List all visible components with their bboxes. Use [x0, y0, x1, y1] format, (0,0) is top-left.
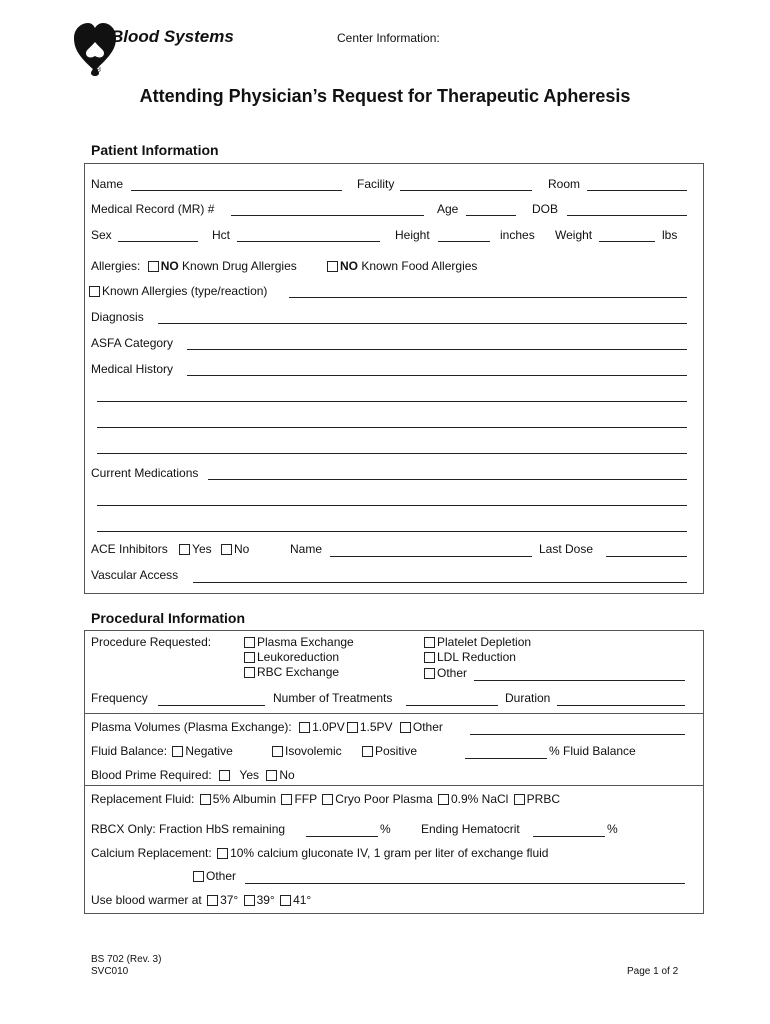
procedure-requested-label: Procedure Requested: — [91, 635, 212, 649]
vascular-label: Vascular Access — [91, 568, 179, 582]
frequency-label: Frequency — [91, 691, 148, 705]
diagnosis-label: Diagnosis — [91, 310, 144, 324]
inches-unit: inches — [500, 228, 535, 242]
current-meds-field-1[interactable] — [208, 479, 687, 480]
medical-history-field-1[interactable] — [187, 375, 687, 376]
weight-label: Weight — [555, 228, 593, 242]
no-drug-allergies-checkbox[interactable] — [148, 261, 159, 272]
name-field[interactable] — [131, 190, 342, 191]
lbs-unit: lbs — [662, 228, 678, 242]
num-treatments-field[interactable] — [406, 705, 498, 706]
duration-field[interactable] — [557, 705, 685, 706]
positive-checkbox[interactable] — [362, 746, 373, 757]
pv15-checkbox[interactable] — [347, 722, 358, 733]
opt-plasma-exchange — [244, 635, 354, 649]
registered-mark: ® — [96, 67, 102, 74]
page-title: Attending Physician’s Request for Therapeutic Apheresis — [139, 86, 631, 106]
vascular-field[interactable] — [193, 582, 687, 583]
blood-prime-yes-label: Yes — [239, 768, 259, 782]
opt-platelet-depletion — [424, 635, 531, 649]
height-label: Height — [395, 228, 430, 242]
page-number: Page 1 of 2 — [627, 966, 679, 977]
allergies-label: Allergies: — [91, 259, 141, 273]
asfa-label: ASFA Category — [91, 336, 174, 350]
medical-history-field-4[interactable] — [97, 453, 687, 454]
isovolemic-label: Isovolemic — [285, 744, 342, 758]
name-label: Name — [91, 177, 124, 191]
diagnosis-field[interactable] — [158, 323, 687, 324]
prbc-checkbox[interactable] — [514, 794, 525, 805]
negative-label: Negative — [185, 744, 233, 758]
pv-other-field[interactable] — [470, 734, 685, 735]
ace-yes-label: Yes — [192, 542, 212, 556]
temp-39-checkbox[interactable] — [244, 895, 255, 906]
room-field[interactable] — [587, 190, 687, 191]
hbs-field[interactable] — [306, 836, 378, 837]
form-number: BS 702 (Rev. 3) — [91, 954, 162, 965]
ffp-label: FFP — [294, 792, 317, 806]
ace-no-checkbox[interactable] — [221, 544, 232, 555]
weight-field[interactable] — [599, 241, 655, 242]
sex-label: Sex — [91, 228, 112, 242]
no-food-bold: NO — [340, 259, 358, 273]
ldl-reduction-checkbox[interactable] — [424, 652, 435, 663]
cryo-label: Cryo Poor Plasma — [335, 792, 433, 806]
medical-history-field-2[interactable] — [97, 401, 687, 402]
blood-warmer-row — [91, 893, 311, 907]
ace-label: ACE Inhibitors — [91, 542, 168, 556]
cryo-checkbox[interactable] — [322, 794, 333, 805]
negative-checkbox[interactable] — [172, 746, 183, 757]
ending-hct-field[interactable] — [533, 836, 605, 837]
leukoreduction-label: Leukoreduction — [257, 650, 340, 664]
fluid-balance-row — [91, 744, 233, 758]
ending-hct-pct: % — [607, 822, 618, 836]
no-drug-bold: NO — [160, 259, 179, 273]
plasma-volumes-label: Plasma Volumes (Plasma Exchange): — [91, 720, 292, 734]
albumin-checkbox[interactable] — [200, 794, 211, 805]
positive-opt — [362, 744, 417, 758]
pv1-label: 1.0PV — [312, 720, 345, 734]
patient-info-box — [84, 163, 704, 594]
room-label: Room — [548, 177, 581, 191]
procedural-section-title: Procedural Information — [91, 610, 246, 626]
calcium-other-field[interactable] — [245, 883, 685, 884]
ending-hct-label: Ending Hematocrit — [421, 822, 520, 836]
form-code: SVC010 — [91, 966, 129, 977]
albumin-label: 5% Albumin — [212, 792, 277, 806]
current-meds-field-3[interactable] — [97, 531, 687, 532]
calcium-gluconate-label: 10% calcium gluconate IV, 1 gram per liter of exchange fluid — [230, 846, 549, 860]
pv-other-checkbox[interactable] — [400, 722, 411, 733]
pct-fluid-balance-label: % Fluid Balance — [549, 744, 636, 758]
duration-label: Duration — [505, 691, 551, 705]
asfa-field[interactable] — [187, 349, 687, 350]
replacement-fluid-label: Replacement Fluid: — [91, 792, 195, 806]
blood-prime-yes-checkbox[interactable] — [219, 770, 230, 781]
medical-history-field-3[interactable] — [97, 427, 687, 428]
plasma-volumes-row — [91, 720, 443, 734]
mr-field[interactable] — [231, 215, 424, 216]
temp-37-label: 37° — [220, 893, 239, 907]
hct-field[interactable] — [237, 241, 380, 242]
platelet-depletion-label: Platelet Depletion — [437, 635, 532, 649]
known-allergies-row — [89, 284, 267, 298]
temp-37-checkbox[interactable] — [207, 895, 218, 906]
blood-warmer-label: Use blood warmer at — [91, 893, 202, 907]
plasma-exchange-checkbox[interactable] — [244, 637, 255, 648]
fluid-balance-label: Fluid Balance: — [91, 744, 168, 758]
calcium-gluconate-checkbox[interactable] — [217, 848, 228, 859]
last-dose-field[interactable] — [606, 556, 687, 557]
frequency-field[interactable] — [158, 705, 265, 706]
pv15-label: 1.5PV — [359, 720, 393, 734]
pv1-checkbox[interactable] — [299, 722, 310, 733]
dob-field[interactable] — [567, 215, 687, 216]
sex-field[interactable] — [118, 241, 198, 242]
replacement-fluid-row — [91, 792, 560, 806]
rbc-exchange-label: RBC Exchange — [257, 665, 340, 679]
calcium-other-opt — [193, 869, 236, 883]
other-procedure-label: Other — [437, 666, 468, 680]
platelet-depletion-checkbox[interactable] — [424, 637, 435, 648]
dob-label: DOB — [532, 202, 559, 216]
opt-ldl-reduction — [424, 650, 516, 664]
prbc-label: PRBC — [526, 792, 561, 806]
brand-name: Blood Systems — [111, 27, 234, 46]
temp-41-checkbox[interactable] — [280, 895, 291, 906]
rbcx-label: RBCX Only: Fraction HbS remaining — [91, 822, 286, 836]
ace-name-label: Name — [290, 542, 323, 556]
allergies-row — [91, 259, 297, 273]
divider-1 — [84, 713, 703, 714]
last-dose-label: Last Dose — [539, 542, 594, 556]
medical-history-label: Medical History — [91, 362, 174, 376]
ace-name-field[interactable] — [330, 556, 532, 557]
blood-prime-row — [91, 768, 295, 782]
no-drug-allergies-label: Known Drug Allergies — [178, 259, 297, 273]
age-label: Age — [437, 202, 459, 216]
facility-label: Facility — [357, 177, 395, 191]
hct-label: Hct — [212, 228, 230, 242]
opt-rbc-exchange — [244, 665, 339, 679]
no-food-allergies-checkbox[interactable] — [327, 261, 338, 272]
current-meds-label: Current Medications — [91, 466, 199, 480]
other-procedure-field[interactable] — [474, 680, 685, 681]
ace-no-label: No — [233, 542, 250, 556]
isovolemic-opt — [272, 744, 342, 758]
current-meds-field-2[interactable] — [97, 505, 687, 506]
ffp-checkbox[interactable] — [281, 794, 292, 805]
center-information-label: Center Information: — [337, 31, 440, 45]
blood-prime-label: Blood Prime Required: — [91, 768, 212, 782]
ace-yes-checkbox[interactable] — [179, 544, 190, 555]
hbs-pct: % — [380, 822, 391, 836]
food-allergies-row — [327, 259, 477, 273]
facility-field[interactable] — [400, 190, 532, 191]
calcium-label: Calcium Replacement: — [91, 846, 212, 860]
fluid-balance-field[interactable] — [465, 758, 547, 759]
nacl-label: 0.9% NaCl — [450, 792, 509, 806]
rbc-exchange-checkbox[interactable] — [244, 667, 255, 678]
patient-section-title: Patient Information — [91, 142, 219, 158]
blood-prime-no-checkbox[interactable] — [266, 770, 277, 781]
ace-row — [91, 542, 249, 556]
temp-39-label: 39° — [256, 893, 275, 907]
age-field[interactable] — [466, 215, 516, 216]
leukoreduction-checkbox[interactable] — [244, 652, 255, 663]
pv-other-label: Other — [412, 720, 443, 734]
positive-label: Positive — [375, 744, 418, 758]
nacl-checkbox[interactable] — [438, 794, 449, 805]
mr-label: Medical Record (MR) # — [91, 202, 215, 216]
known-allergies-label: Known Allergies (type/reaction) — [102, 284, 268, 298]
known-allergies-checkbox[interactable] — [89, 286, 100, 297]
ldl-reduction-label: LDL Reduction — [437, 650, 516, 664]
height-field[interactable] — [438, 241, 490, 242]
opt-leukoreduction — [244, 650, 339, 664]
no-food-allergies-label: Known Food Allergies — [358, 259, 478, 273]
opt-other-procedure — [424, 666, 467, 680]
calcium-other-checkbox[interactable] — [193, 871, 204, 882]
temp-41-label: 41° — [293, 893, 312, 907]
divider-2 — [84, 785, 703, 786]
num-treatments-label: Number of Treatments — [273, 691, 393, 705]
other-procedure-checkbox[interactable] — [424, 668, 435, 679]
isovolemic-checkbox[interactable] — [272, 746, 283, 757]
blood-prime-no-label: No — [279, 768, 295, 782]
plasma-exchange-label: Plasma Exchange — [257, 635, 354, 649]
calcium-other-label: Other — [206, 869, 237, 883]
known-allergies-field[interactable] — [289, 297, 687, 298]
calcium-row — [91, 846, 548, 860]
